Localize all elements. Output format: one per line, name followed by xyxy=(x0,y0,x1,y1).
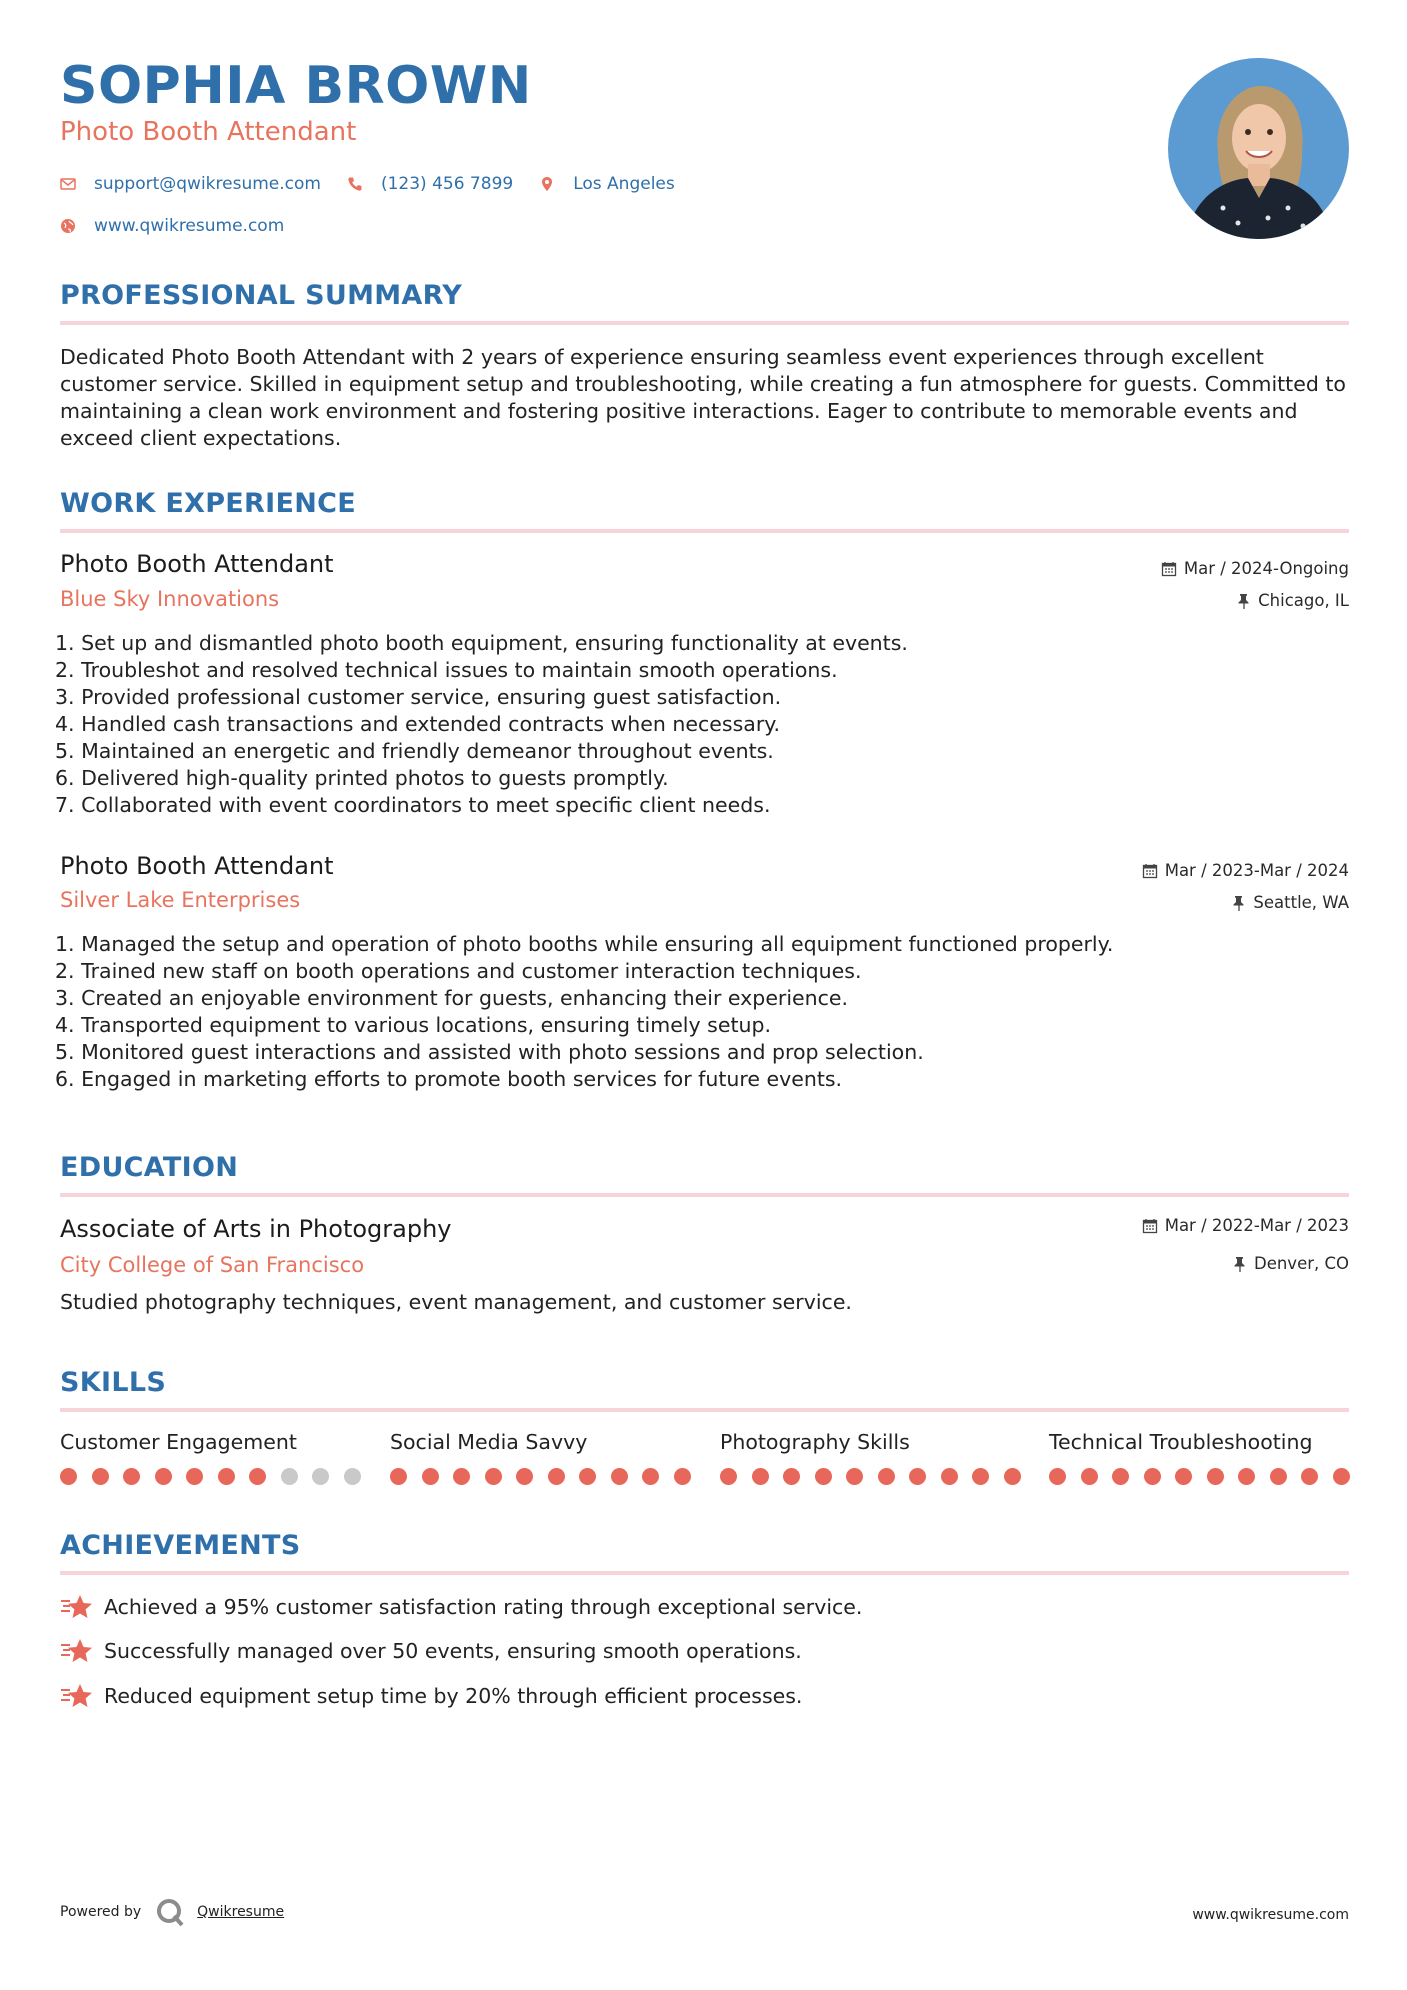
rating-dot-filled xyxy=(218,1468,235,1485)
phone-text: (123) 456 7899 xyxy=(380,174,514,194)
list-item: 2. Trained new staff on booth operations and customer interaction techniques. xyxy=(55,959,862,983)
rating-dot-filled xyxy=(1144,1468,1161,1485)
rating-dot-filled xyxy=(422,1468,439,1485)
job-title: Photo Booth Attendant xyxy=(60,550,334,578)
section-divider xyxy=(60,1193,1349,1197)
job-location-text: Seattle, WA xyxy=(1253,893,1349,912)
calendar-icon xyxy=(1161,561,1177,577)
qwikresume-logo-icon xyxy=(155,1897,185,1927)
section-divider xyxy=(60,1408,1349,1412)
footer-powered-by xyxy=(60,1897,284,1927)
calendar-icon xyxy=(1142,1218,1158,1234)
skill-item xyxy=(390,1430,690,1454)
powered-by-label: Powered by xyxy=(60,1904,142,1920)
candidate-role: Photo Booth Attendant xyxy=(60,117,357,147)
rating-dot-filled xyxy=(1301,1468,1318,1485)
achievement-item xyxy=(60,1593,862,1621)
job-bullets xyxy=(55,931,1113,1093)
rating-dot-filled xyxy=(815,1468,832,1485)
contact-row xyxy=(60,174,701,194)
rating-dot-filled xyxy=(186,1468,203,1485)
job-title: Photo Booth Attendant xyxy=(60,852,334,880)
calendar-icon xyxy=(1142,863,1158,879)
pin-icon xyxy=(1237,593,1251,609)
location-text: Los Angeles xyxy=(573,174,675,194)
rating-dot-filled xyxy=(1081,1468,1098,1485)
skill-rating xyxy=(1049,1468,1364,1485)
qwikresume-link[interactable]: Qwikresume xyxy=(197,1904,285,1920)
education-date xyxy=(1142,1216,1349,1235)
rating-dot-filled xyxy=(611,1468,628,1485)
section-divider xyxy=(60,1571,1349,1575)
education-location-text: Denver, CO xyxy=(1253,1254,1349,1273)
rating-dot-filled xyxy=(783,1468,800,1485)
job-date-text: Mar / 2024-Ongoing xyxy=(1183,559,1349,578)
list-item: 6. Engaged in marketing efforts to promote booth services for future events. xyxy=(55,1067,843,1091)
rating-dot-filled xyxy=(878,1468,895,1485)
footer-website[interactable]: www.qwikresume.com xyxy=(1192,1907,1349,1923)
skill-name: Social Media Savvy xyxy=(390,1430,588,1454)
website-contact[interactable] xyxy=(60,216,284,236)
email-contact[interactable] xyxy=(60,174,321,194)
achievement-item xyxy=(60,1637,802,1665)
education-date-text: Mar / 2022-Mar / 2023 xyxy=(1164,1216,1349,1235)
job-bullets xyxy=(55,630,908,819)
education-location xyxy=(1233,1254,1349,1273)
rating-dot-filled xyxy=(579,1468,596,1485)
list-item: 5. Monitored guest interactions and assisted with photo sessions and prop selection. xyxy=(55,1040,924,1064)
rating-dot-filled xyxy=(720,1468,737,1485)
experience-heading: WORK EXPERIENCE xyxy=(60,488,356,519)
pin-icon xyxy=(1232,895,1246,911)
map-pin-icon xyxy=(539,176,555,192)
star-icon xyxy=(60,1682,94,1710)
list-item: 4. Handled cash transactions and extended contracts when necessary. xyxy=(55,712,780,736)
section-divider xyxy=(60,321,1349,325)
summary-heading: PROFESSIONAL SUMMARY xyxy=(60,280,463,311)
achievement-item xyxy=(60,1682,802,1710)
rating-dot-filled xyxy=(674,1468,691,1485)
rating-dot-filled xyxy=(1049,1468,1066,1485)
phone-icon xyxy=(347,176,363,192)
location-contact xyxy=(539,174,675,194)
degree-title: Associate of Arts in Photography xyxy=(60,1215,452,1243)
school-name: City College of San Francisco xyxy=(60,1253,365,1277)
list-item: 3. Created an enjoyable environment for guests, enhancing their experience. xyxy=(55,986,849,1010)
profile-photo xyxy=(1168,58,1349,239)
email-text: support@qwikresume.com xyxy=(94,174,321,194)
job-date xyxy=(1142,861,1349,880)
skill-name: Customer Engagement xyxy=(60,1430,297,1454)
rating-dot-filled xyxy=(390,1468,407,1485)
rating-dot-filled xyxy=(972,1468,989,1485)
rating-dot-filled xyxy=(485,1468,502,1485)
rating-dot-filled xyxy=(752,1468,769,1485)
list-item: 7. Collaborated with event coordinators to meet specific client needs. xyxy=(55,793,771,817)
list-item: 1. Set up and dismantled photo booth equipment, ensuring functionality at events. xyxy=(55,631,908,655)
skill-rating xyxy=(720,1468,1035,1485)
rating-dot-filled xyxy=(249,1468,266,1485)
list-item: 4. Transported equipment to various locations, ensuring timely setup. xyxy=(55,1013,771,1037)
job-company: Blue Sky Innovations xyxy=(60,587,280,611)
website-text: www.qwikresume.com xyxy=(94,216,285,236)
rating-dot-filled xyxy=(642,1468,659,1485)
rating-dot-filled xyxy=(1112,1468,1129,1485)
skill-item xyxy=(1049,1430,1349,1454)
rating-dot-filled xyxy=(1238,1468,1255,1485)
rating-dot-empty xyxy=(344,1468,361,1485)
job-date xyxy=(1161,559,1349,578)
skill-item xyxy=(720,1430,1020,1454)
globe-icon xyxy=(60,218,76,234)
rating-dot-filled xyxy=(1270,1468,1287,1485)
list-item: 1. Managed the setup and operation of photo booths while ensuring all equipment functioned properly. xyxy=(55,932,1114,956)
skill-item xyxy=(60,1430,360,1454)
rating-dot-filled xyxy=(123,1468,140,1485)
job-company: Silver Lake Enterprises xyxy=(60,888,301,912)
rating-dot-filled xyxy=(941,1468,958,1485)
rating-dot-empty xyxy=(312,1468,329,1485)
list-item: 2. Troubleshot and resolved technical issues to maintain smooth operations. xyxy=(55,658,838,682)
list-item: 3. Provided professional customer service, ensuring guest satisfaction. xyxy=(55,685,782,709)
rating-dot-filled xyxy=(92,1468,109,1485)
summary-text: Dedicated Photo Booth Attendant with 2 years of experience ensuring seamless event experiences through excellent customer service. Skilled in equipment setup and troubleshooting, while creating a fun atmosphere for guests. Committed to maintaining a clean work environment and fostering positive interactions. Eager to contribute to memorable events and exceed client expectations. xyxy=(60,345,1346,450)
skill-name: Photography Skills xyxy=(720,1430,910,1454)
skills-heading: SKILLS xyxy=(60,1367,167,1398)
star-icon xyxy=(60,1637,94,1665)
job-location xyxy=(1232,893,1349,912)
rating-dot-filled xyxy=(548,1468,565,1485)
candidate-name: SOPHIA BROWN xyxy=(60,56,532,116)
rating-dot-filled xyxy=(1004,1468,1021,1485)
rating-dot-filled xyxy=(909,1468,926,1485)
rating-dot-filled xyxy=(1333,1468,1350,1485)
rating-dot-filled xyxy=(516,1468,533,1485)
list-item: 5. Maintained an energetic and friendly demeanor throughout events. xyxy=(55,739,774,763)
achievement-text: Reduced equipment setup time by 20% through efficient processes. xyxy=(104,1684,803,1708)
website-row xyxy=(60,216,310,236)
rating-dot-empty xyxy=(281,1468,298,1485)
job-location-text: Chicago, IL xyxy=(1258,591,1349,610)
rating-dot-filled xyxy=(60,1468,77,1485)
achievements-heading: ACHIEVEMENTS xyxy=(60,1530,301,1561)
education-heading: EDUCATION xyxy=(60,1152,239,1183)
rating-dot-filled xyxy=(155,1468,172,1485)
skill-rating xyxy=(60,1468,375,1485)
pin-icon xyxy=(1233,1256,1247,1272)
resume-page xyxy=(55,0,1349,1990)
skill-name: Technical Troubleshooting xyxy=(1049,1430,1313,1454)
achievement-text: Achieved a 95% customer satisfaction rating through exceptional service. xyxy=(104,1595,863,1619)
star-icon xyxy=(60,1593,94,1621)
skill-rating xyxy=(390,1468,705,1485)
section-divider xyxy=(60,529,1349,533)
list-item: 6. Delivered high-quality printed photos to guests promptly. xyxy=(55,766,669,790)
rating-dot-filled xyxy=(1207,1468,1224,1485)
job-location xyxy=(1237,591,1349,610)
job-date-text: Mar / 2023-Mar / 2024 xyxy=(1164,861,1349,880)
envelope-icon xyxy=(60,176,76,192)
rating-dot-filled xyxy=(846,1468,863,1485)
education-description: Studied photography techniques, event management, and customer service. xyxy=(60,1290,852,1314)
rating-dot-filled xyxy=(1175,1468,1192,1485)
achievement-text: Successfully managed over 50 events, ensuring smooth operations. xyxy=(104,1639,802,1663)
rating-dot-filled xyxy=(453,1468,470,1485)
phone-contact[interactable] xyxy=(347,174,513,194)
